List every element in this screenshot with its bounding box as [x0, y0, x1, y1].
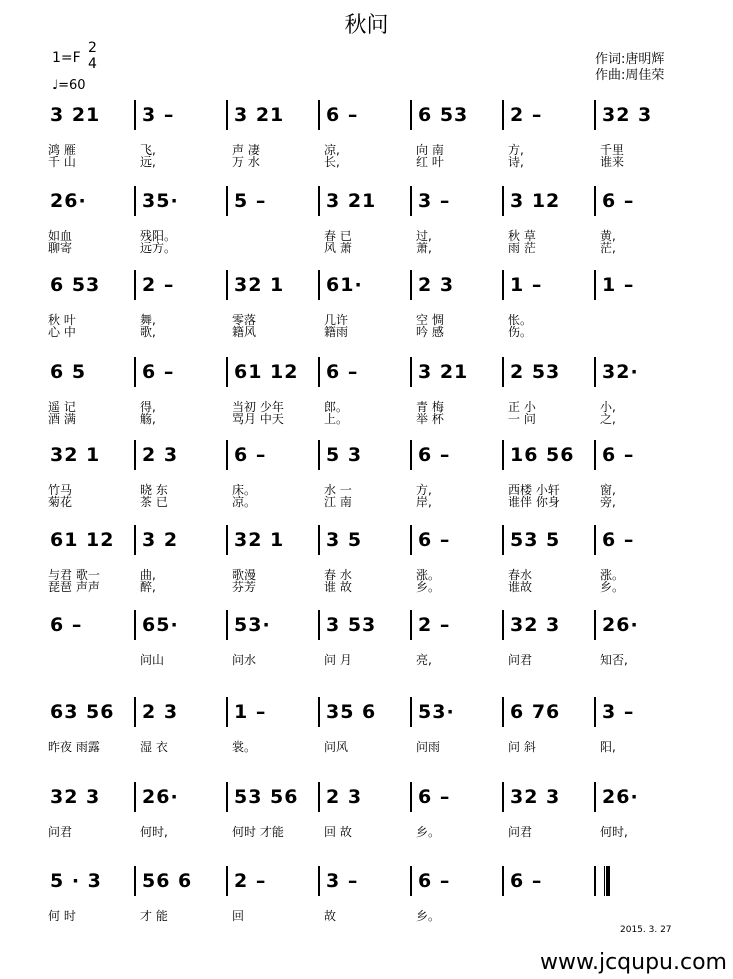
measure-notes: 6 – — [50, 614, 83, 636]
lyric-cell: 当初 少年 — [232, 400, 284, 414]
lyric-cell: 舞, — [140, 313, 156, 327]
lyric-cell: 长, — [324, 155, 340, 169]
lyric-cell: 遥 记 — [48, 400, 76, 414]
measure-notes: 32 1 — [234, 529, 285, 551]
measure — [136, 697, 228, 727]
measure-notes: 3 – — [326, 870, 359, 892]
lyric-cell: 乡。 — [416, 825, 441, 839]
lyric-cell: 旁, — [600, 495, 616, 509]
lyric-cell: 问水 — [232, 653, 257, 667]
measure — [504, 697, 596, 727]
lyric-cell: 谁来 — [600, 155, 625, 169]
lyric-cell: 吟 感 — [416, 325, 444, 339]
lyric-cell: 乡。 — [600, 580, 625, 594]
site-watermark: www.jcqupu.com — [540, 950, 727, 975]
lyric-cell: 乡。 — [416, 909, 441, 923]
lyric-cell: 凉。 — [232, 495, 257, 509]
measure — [504, 525, 596, 555]
measure — [228, 357, 320, 387]
measure — [412, 697, 504, 727]
lyric-cell: 何时, — [140, 825, 168, 839]
lyric-cell: 零落 — [232, 313, 257, 327]
measure-notes: 6 – — [418, 786, 451, 808]
lyric-cell: 谁故 — [508, 580, 533, 594]
lyric-cell: 亮, — [416, 653, 432, 667]
lyric-cell: 向 南 — [416, 143, 444, 157]
lyric-cell: 涨。 — [600, 568, 625, 582]
measure — [412, 525, 504, 555]
measure-notes: 53· — [234, 614, 271, 636]
measure-notes: 2 3 — [326, 786, 363, 808]
measure — [504, 610, 596, 640]
lyric-cell: 凉, — [324, 143, 340, 157]
lyric-cell: 千里 — [600, 143, 625, 157]
measure — [44, 782, 136, 812]
measure-notes: 61 12 — [50, 529, 115, 551]
measure-notes: 2 3 — [418, 274, 455, 296]
measure — [596, 270, 688, 300]
measure — [44, 866, 136, 896]
notation-line — [44, 440, 688, 470]
measure — [44, 697, 136, 727]
measure — [136, 100, 228, 130]
measure-notes: 32 3 — [510, 786, 561, 808]
measure — [320, 186, 412, 216]
measure — [504, 440, 596, 470]
lyric-cell: 之, — [600, 412, 616, 426]
measure — [136, 525, 228, 555]
measure-notes: 6 5 — [50, 361, 87, 383]
measure-notes: 53 56 — [234, 786, 299, 808]
measure-notes: 6 53 — [418, 104, 469, 126]
measure — [504, 270, 596, 300]
lyric-cell: 芬芳 — [232, 580, 257, 594]
key-signature: 1=F — [52, 50, 81, 66]
lyric-cell: 觞, — [140, 412, 156, 426]
measure-notes: 26· — [602, 614, 639, 636]
lyric-cell: 籍雨 — [324, 325, 349, 339]
measure-notes: 26· — [602, 786, 639, 808]
measure — [44, 525, 136, 555]
notation-line — [44, 697, 688, 727]
lyric-cell: 晓 东 — [140, 483, 168, 497]
measure — [320, 525, 412, 555]
lyric-cell: 回 故 — [324, 825, 352, 839]
lyric-cell: 问山 — [140, 653, 165, 667]
measure — [412, 866, 504, 896]
measure — [44, 357, 136, 387]
lyric-cell: 远, — [140, 155, 156, 169]
lyric-cell: 回 — [232, 909, 245, 923]
measure-notes: 6 – — [142, 361, 175, 383]
lyric-cell: 聊寄 — [48, 241, 73, 255]
measure-notes: 2 3 — [142, 444, 179, 466]
notation-line — [44, 357, 688, 387]
lyric-cell: 知否, — [600, 653, 628, 667]
measure — [136, 866, 228, 896]
measure-notes: 1 – — [234, 701, 267, 723]
lyric-cell: 曲, — [140, 568, 156, 582]
measure-notes: 3 5 — [326, 529, 363, 551]
measure-notes: 1 – — [602, 274, 635, 296]
score-row — [0, 270, 733, 350]
measure — [596, 610, 688, 640]
measure-notes: 53· — [418, 701, 455, 723]
lyric-cell: 歌, — [140, 325, 156, 339]
measure — [228, 782, 320, 812]
measure-notes: 3 – — [602, 701, 635, 723]
lyric-cell: 得, — [140, 400, 156, 414]
measure-notes: 32 1 — [234, 274, 285, 296]
measure-notes: 26· — [50, 190, 87, 212]
lyric-cell — [504, 910, 596, 923]
tempo-marking: ♩=60 — [52, 78, 86, 93]
lyric-cell: 竹马 — [48, 483, 73, 497]
lyricist-credit: 作词:唐明辉 — [595, 52, 665, 67]
lyric-cell: 问 月 — [324, 653, 352, 667]
lyric-cell: 风 萧 — [324, 241, 352, 255]
measure-notes: 6 – — [326, 104, 359, 126]
measure — [412, 186, 504, 216]
measure-notes: 65· — [142, 614, 179, 636]
lyric-cell: 万 水 — [232, 155, 260, 169]
measure — [228, 186, 320, 216]
measure-notes: 32 1 — [50, 444, 101, 466]
measure-notes: 6 – — [602, 529, 635, 551]
measure-notes: 3 2 — [142, 529, 179, 551]
measure-notes: 32 3 — [602, 104, 653, 126]
measure — [228, 100, 320, 130]
lyric-line — [44, 413, 688, 426]
lyric-cell: 茶 已 — [140, 495, 168, 509]
notation-line — [44, 186, 688, 216]
measure — [320, 270, 412, 300]
lyric-cell: 春 水 — [324, 568, 352, 582]
lyric-cell: 一 问 — [508, 412, 536, 426]
lyric-cell: 残阳。 — [140, 229, 177, 243]
lyric-cell: 秋 草 — [508, 229, 536, 243]
measure-notes: 26· — [142, 786, 179, 808]
measure-notes: 35· — [142, 190, 179, 212]
lyric-cell: 才 能 — [140, 909, 168, 923]
lyric-cell: 郎。 — [324, 400, 349, 414]
date-stamp: 2015. 3. 27 — [620, 925, 672, 935]
measure — [228, 610, 320, 640]
measure-notes: 3 – — [142, 104, 175, 126]
measure-notes: 6 – — [326, 361, 359, 383]
measure — [320, 782, 412, 812]
lyric-cell — [228, 242, 320, 255]
lyric-cell: 春水 — [508, 568, 533, 582]
measure-notes: 32· — [602, 361, 639, 383]
measure — [320, 866, 412, 896]
measure-notes: 2 – — [142, 274, 175, 296]
lyric-cell: 湿 衣 — [140, 740, 168, 754]
measure — [596, 697, 688, 727]
measure-notes: 16 56 — [510, 444, 575, 466]
lyric-cell: 黄, — [600, 229, 616, 243]
measure — [596, 782, 688, 812]
lyric-cell: 问君 — [508, 825, 533, 839]
measure-notes: 53 5 — [510, 529, 561, 551]
measure-notes: 6 – — [602, 190, 635, 212]
measure — [412, 357, 504, 387]
composer-credit: 作曲:周佳荣 — [595, 68, 665, 83]
measure-notes: 63 56 — [50, 701, 115, 723]
lyric-cell: 岸, — [416, 495, 432, 509]
measure — [44, 440, 136, 470]
measure-notes: 5 · 3 — [50, 870, 102, 892]
time-signature — [88, 40, 97, 72]
measure-notes: 3 21 — [50, 104, 101, 126]
score-row — [0, 782, 733, 862]
time-signature-top: 2 — [88, 40, 97, 56]
measure — [136, 610, 228, 640]
measure-notes: 3 12 — [510, 190, 561, 212]
credits — [595, 52, 664, 84]
measure — [596, 440, 688, 470]
lyric-cell: 昨夜 雨露 — [48, 740, 100, 754]
measure-notes: 5 3 — [326, 444, 363, 466]
lyric-cell: 几许 — [324, 313, 349, 327]
lyric-cell: 怅。 — [508, 313, 533, 327]
measure-notes: 6 76 — [510, 701, 561, 723]
lyric-cell: 问雨 — [416, 740, 441, 754]
lyric-cell: 西楼 小轩 — [508, 483, 560, 497]
lyric-line — [44, 581, 688, 594]
measure — [596, 186, 688, 216]
measure — [412, 100, 504, 130]
lyric-cell: 诗, — [508, 155, 524, 169]
lyric-cell: 青 梅 — [416, 400, 444, 414]
lyric-cell: 床。 — [232, 483, 257, 497]
measure — [320, 610, 412, 640]
lyric-line — [44, 326, 688, 339]
measure — [136, 186, 228, 216]
measure — [228, 525, 320, 555]
measure — [412, 440, 504, 470]
measure — [44, 100, 136, 130]
measure-notes: 3 21 — [326, 190, 377, 212]
lyric-cell: 裳。 — [232, 740, 257, 754]
lyric-line — [44, 496, 688, 509]
measure-notes: 61· — [326, 274, 363, 296]
score-row — [0, 100, 733, 180]
lyric-cell: 酒 满 — [48, 412, 76, 426]
lyric-cell: 籍风 — [232, 325, 257, 339]
measure-notes: 32 3 — [510, 614, 561, 636]
measure-notes: 56 6 — [142, 870, 193, 892]
score-row — [0, 186, 733, 266]
measure — [320, 357, 412, 387]
score-row — [0, 357, 733, 437]
measure-notes: 3 53 — [326, 614, 377, 636]
lyric-cell: 远方。 — [140, 241, 177, 255]
measure-notes: 35 6 — [326, 701, 377, 723]
lyric-cell: 声 凄 — [232, 143, 260, 157]
notation-line — [44, 270, 688, 300]
lyric-cell: 水 一 — [324, 483, 352, 497]
measure-notes: 3 – — [418, 190, 451, 212]
measure-notes: 6 – — [602, 444, 635, 466]
measure — [320, 697, 412, 727]
lyric-cell: 空 惆 — [416, 313, 444, 327]
lyric-cell: 方, — [416, 483, 432, 497]
measure-notes: 5 – — [234, 190, 267, 212]
lyric-cell: 过, — [416, 229, 432, 243]
measure — [228, 866, 320, 896]
lyric-cell: 涨。 — [416, 568, 441, 582]
lyric-cell: 伤。 — [508, 325, 533, 339]
lyric-cell: 歌漫 — [232, 568, 257, 582]
score-row — [0, 525, 733, 605]
lyric-cell: 何 时 — [48, 909, 76, 923]
measure-notes: 2 3 — [142, 701, 179, 723]
lyric-cell: 何时 才能 — [232, 825, 284, 839]
time-signature-bottom: 4 — [88, 56, 97, 72]
measure-notes: 6 – — [234, 444, 267, 466]
measure-notes: 2 – — [418, 614, 451, 636]
lyric-cell: 茫, — [600, 241, 616, 255]
lyric-cell — [44, 654, 136, 667]
lyric-cell: 问君 — [508, 653, 533, 667]
lyric-cell: 问君 — [48, 825, 73, 839]
measure — [504, 186, 596, 216]
measure-notes: 1 – — [510, 274, 543, 296]
lyric-cell: 正 小 — [508, 400, 536, 414]
notation-line — [44, 525, 688, 555]
lyric-line — [44, 242, 688, 255]
measure — [412, 782, 504, 812]
lyric-cell: 如血 — [48, 229, 73, 243]
lyric-cell: 谁 故 — [324, 580, 352, 594]
measure-notes: 3 21 — [234, 104, 285, 126]
measure-notes: 6 – — [418, 529, 451, 551]
lyric-line — [44, 826, 688, 839]
lyric-cell: 阳, — [600, 740, 616, 754]
measure-notes: 3 21 — [418, 361, 469, 383]
lyric-cell: 举 杯 — [416, 412, 444, 426]
measure — [44, 610, 136, 640]
lyric-cell: 何时, — [600, 825, 628, 839]
measure — [504, 782, 596, 812]
lyric-cell: 春 已 — [324, 229, 352, 243]
score-row — [0, 610, 733, 690]
lyric-cell: 秋 叶 — [48, 313, 76, 327]
measure — [228, 697, 320, 727]
measure — [136, 270, 228, 300]
lyric-line — [44, 654, 688, 667]
measure-notes: 6 – — [418, 870, 451, 892]
lyric-cell: 红 叶 — [416, 155, 444, 169]
measure — [504, 100, 596, 130]
measure — [44, 186, 136, 216]
lyric-cell: 骂月 中天 — [232, 412, 284, 426]
measure-notes: 6 – — [510, 870, 543, 892]
measure — [412, 270, 504, 300]
score-row — [0, 697, 733, 777]
measure-notes: 32 3 — [50, 786, 101, 808]
lyric-cell — [596, 326, 688, 339]
final-barline — [604, 866, 610, 896]
lyric-cell: 问风 — [324, 740, 349, 754]
lyric-line — [44, 910, 688, 923]
measure-notes: 6 53 — [50, 274, 101, 296]
lyric-cell: 窗, — [600, 483, 616, 497]
measure — [596, 357, 688, 387]
measure — [504, 357, 596, 387]
measure — [320, 440, 412, 470]
lyric-cell: 心 中 — [48, 325, 76, 339]
measure — [596, 525, 688, 555]
measure — [228, 270, 320, 300]
lyric-cell: 谁伴 你身 — [508, 495, 560, 509]
lyric-cell: 问 斜 — [508, 740, 536, 754]
measure-notes: 2 – — [510, 104, 543, 126]
lyric-cell: 飞, — [140, 143, 156, 157]
measure — [412, 610, 504, 640]
lyric-cell: 菊花 — [48, 495, 73, 509]
notation-line — [44, 100, 688, 130]
measure — [136, 357, 228, 387]
lyric-cell: 千 山 — [48, 155, 76, 169]
lyric-cell: 琵琶 声声 — [48, 580, 100, 594]
lyric-cell: 与君 歌一 — [48, 568, 100, 582]
notation-line — [44, 866, 596, 896]
lyric-cell: 上。 — [324, 412, 349, 426]
lyric-line — [44, 156, 688, 169]
lyric-cell: 萧, — [416, 241, 432, 255]
lyric-cell: 雨 茫 — [508, 241, 536, 255]
lyric-cell: 醉, — [140, 580, 156, 594]
measure-notes: 2 53 — [510, 361, 561, 383]
measure-notes: 61 12 — [234, 361, 299, 383]
measure — [136, 782, 228, 812]
lyric-cell: 江 南 — [324, 495, 352, 509]
measure — [504, 866, 596, 896]
measure — [228, 440, 320, 470]
notation-line — [44, 782, 688, 812]
lyric-cell: 乡。 — [416, 580, 441, 594]
lyric-cell: 方, — [508, 143, 524, 157]
measure-notes: 2 – — [234, 870, 267, 892]
measure — [596, 100, 688, 130]
lyric-cell: 鸿 雁 — [48, 143, 76, 157]
measure — [44, 270, 136, 300]
notation-line — [44, 610, 688, 640]
measure — [136, 440, 228, 470]
measure — [320, 100, 412, 130]
measure-notes: 6 – — [418, 444, 451, 466]
lyric-cell: 小, — [600, 400, 616, 414]
score-row — [0, 440, 733, 520]
lyric-line — [44, 741, 688, 754]
song-title: 秋问 — [344, 13, 389, 38]
lyric-cell: 故 — [324, 909, 337, 923]
